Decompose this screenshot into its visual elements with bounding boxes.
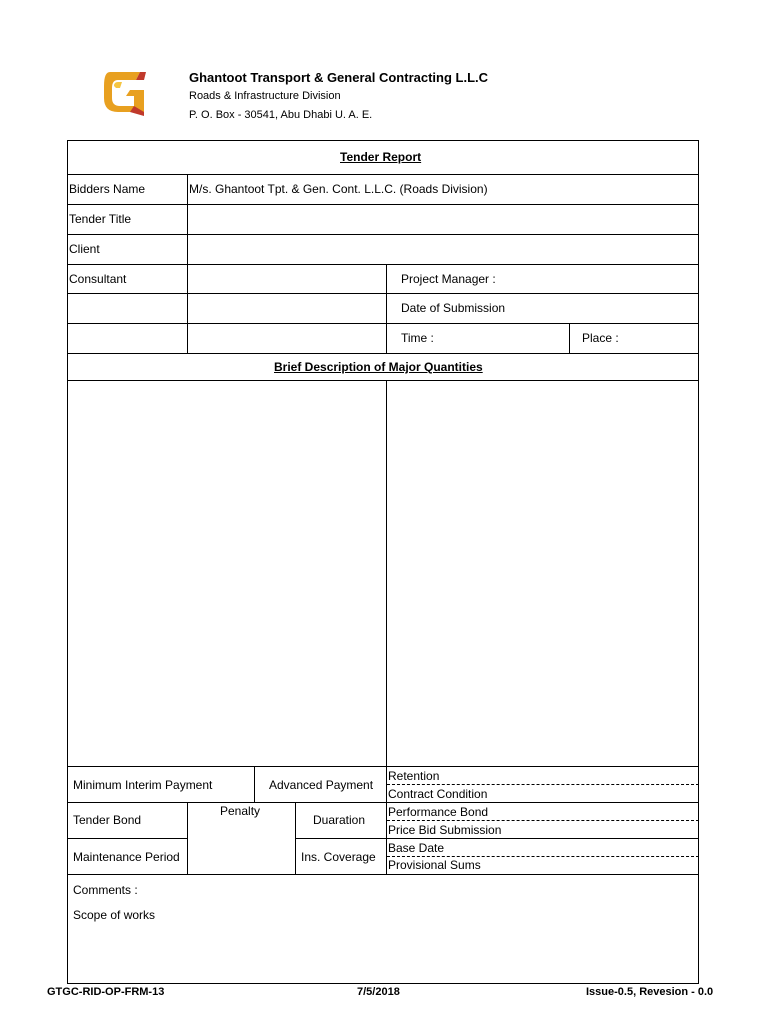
dashed-divider — [387, 856, 699, 857]
base-date-label: Base Date — [388, 841, 445, 855]
column-divider — [295, 802, 296, 874]
bidders-name-label: Bidders Name — [69, 182, 146, 196]
column-divider — [569, 323, 570, 353]
advanced-payment-label: Advanced Payment — [269, 778, 374, 792]
consultant-label: Consultant — [69, 272, 127, 286]
row-divider — [67, 802, 387, 803]
form-title: Tender Report — [340, 150, 422, 164]
penalty-label: Penalty — [220, 804, 261, 818]
form-code: GTGC-RID-OP-FRM-13 — [47, 986, 165, 998]
column-divider — [187, 174, 188, 353]
provisional-sums-label: Provisional Sums — [388, 858, 481, 872]
company-division: Roads & Infrastructure Division — [189, 90, 341, 102]
bidders-name-value: M/s. Ghantoot Tpt. & Gen. Cont. L.L.C. (Roads Division) — [189, 182, 488, 196]
tender-bond-label: Tender Bond — [73, 813, 142, 827]
contract-condition-label: Contract Condition — [388, 787, 488, 801]
column-divider — [386, 264, 387, 353]
row-divider — [67, 380, 699, 381]
time-label: Time : — [401, 331, 434, 345]
client-label: Client — [69, 242, 100, 256]
column-divider — [254, 766, 255, 802]
dashed-divider — [387, 820, 699, 821]
row-divider — [67, 353, 699, 354]
footer-date: 7/5/2018 — [357, 986, 400, 998]
date-of-submission-label: Date of Submission — [401, 301, 506, 315]
row-divider — [67, 766, 699, 767]
price-bid-submission-label: Price Bid Submission — [388, 823, 502, 837]
row-divider — [67, 174, 699, 175]
row-divider — [387, 802, 699, 803]
row-divider — [67, 874, 699, 875]
place-label: Place : — [582, 331, 619, 345]
comments-label: Comments : — [73, 883, 138, 897]
company-name: Ghantoot Transport & General Contracting L.L.C — [189, 70, 489, 85]
tender-title-label: Tender Title — [69, 212, 132, 226]
project-manager-label: Project Manager : — [401, 272, 496, 286]
dashed-divider — [387, 784, 699, 785]
company-logo-icon — [100, 66, 152, 118]
retention-label: Retention — [388, 769, 440, 783]
row-divider — [67, 293, 699, 294]
brief-description-heading: Brief Description of Major Quantities — [274, 360, 483, 374]
row-divider — [67, 838, 187, 839]
row-divider — [387, 838, 699, 839]
column-divider — [187, 802, 188, 874]
footer-issue: Issue-0.5, Revesion - 0.0 — [586, 986, 714, 998]
minimum-interim-payment-label: Minimum Interim Payment — [73, 778, 213, 792]
row-divider — [67, 204, 699, 205]
maintenance-period-label: Maintenance Period — [73, 850, 180, 864]
row-divider — [67, 264, 699, 265]
company-address: P. O. Box - 30541, Abu Dhabi U. A. E. — [189, 109, 373, 121]
row-divider — [295, 838, 387, 839]
ins-coverage-label: Ins. Coverage — [301, 850, 376, 864]
row-divider — [67, 234, 699, 235]
duration-label: Duaration — [313, 813, 366, 827]
row-divider — [67, 323, 699, 324]
scope-of-works-label: Scope of works — [73, 908, 156, 922]
column-divider — [386, 380, 387, 874]
performance-bond-label: Performance Bond — [388, 805, 489, 819]
